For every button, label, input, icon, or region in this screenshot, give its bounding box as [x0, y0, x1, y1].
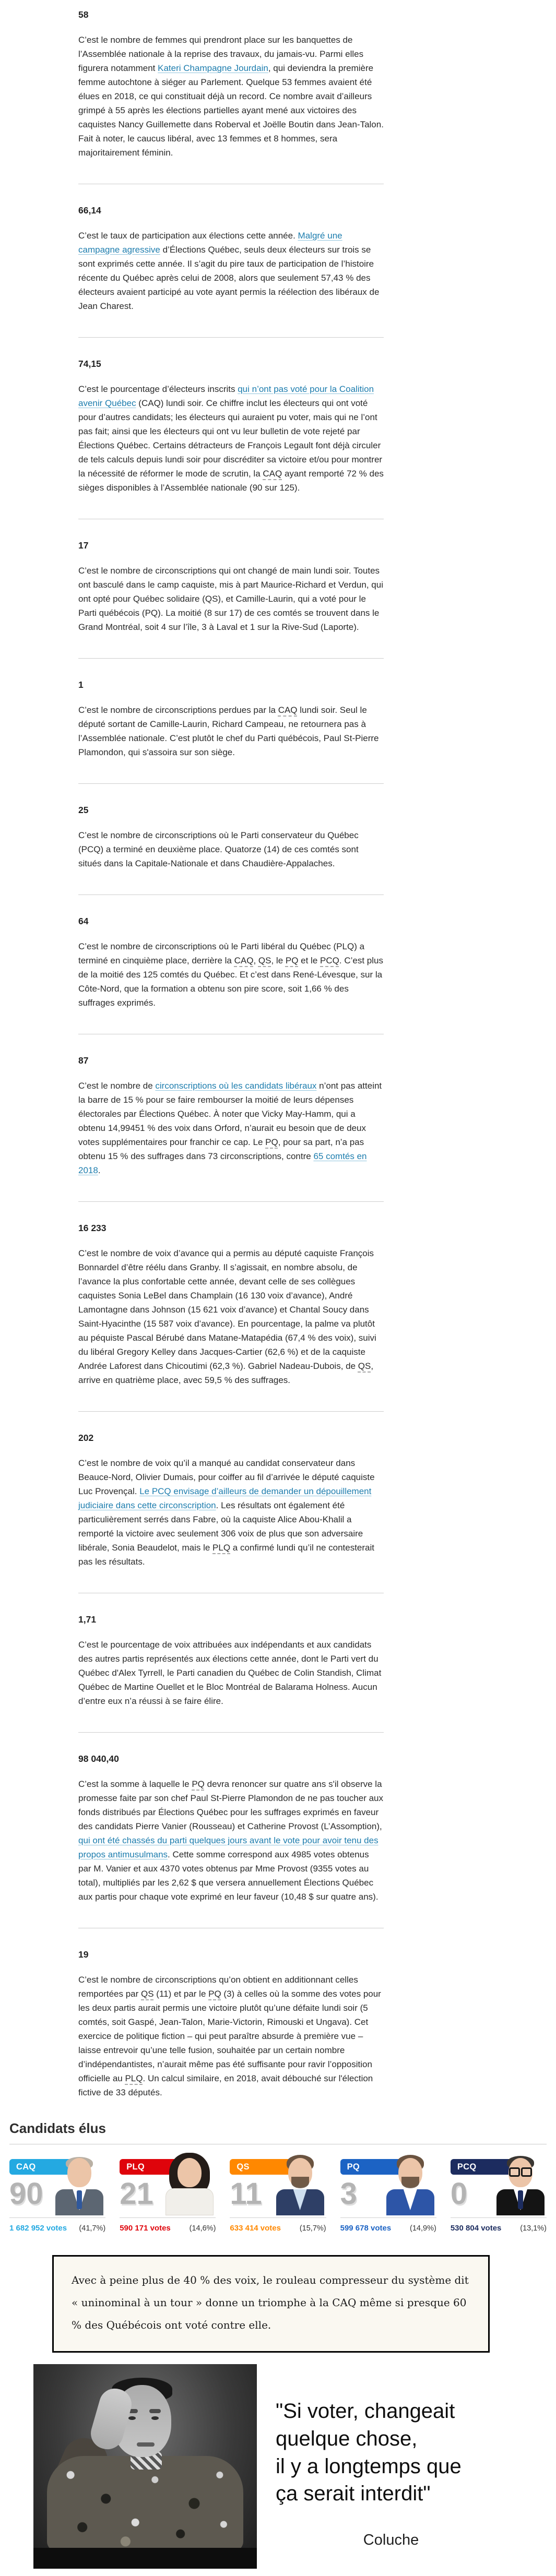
- paragraph-text: lundi soir. Seul le député sortant de Camille-Laurin, Richard Campeau, ne retournera pas à l’Assemblée nationale. C’est plutôt le chef du Parti québécois, Paul St-Pierre Plamondon, qui s'assoira sur son siège.: [78, 705, 379, 757]
- stat-paragraph: [78, 1246, 384, 1387]
- coluche-quote-text: [276, 2398, 511, 2508]
- article-sections: [78, 0, 384, 2100]
- paragraph-text: C’est le nombre de circonscriptions où le Parti libéral du Québec (PLQ) a terminé en cinquième place, derrière la: [78, 941, 365, 965]
- stat-paragraph: [78, 703, 384, 759]
- party-abbr-label: PLQ: [126, 2162, 145, 2172]
- party-abbreviation: QS: [141, 1989, 154, 1999]
- stat-section: [78, 540, 384, 659]
- party-abbreviation: PQ: [192, 1779, 205, 1789]
- party-abbreviation: CAQ: [263, 469, 282, 479]
- seats-count: 0: [450, 2177, 468, 2211]
- card-divider: [451, 2217, 547, 2218]
- paragraph-text: , pour sa part, n’a pas obtenu 15 % des suffrages dans 73 circonscriptions, contre: [78, 1137, 364, 1161]
- inline-link[interactable]: qui n’ont pas voté pour la Coalition avenir Québec: [78, 384, 374, 408]
- pull-quote-box: [52, 2255, 490, 2353]
- card-divider: [120, 2217, 216, 2218]
- stat-number: 74,15: [78, 359, 101, 369]
- party-card: [340, 2152, 436, 2239]
- party-card: [451, 2152, 547, 2239]
- paragraph-text: . Les résultats ont également été particulièrement serrés dans Fabre, où la caquiste Alice Abou-Khalil a remporté la victoire avec seulement 306 voix de plus que son adversaire libérale, Sonia Beaudelot, mais le: [78, 1500, 363, 1553]
- paragraph-text: (3) à celles où la somme des votes pour les deux partis aurait permis une victoire plutôt qu’une défaite lundi soir (5 comtés, soit Gaspé, Jean-Talon, Marie-Victorin, Rimouski et Ungava). Cet exercice de politique fiction – qui peut paraître absurde à première vue – laisse entrevoir qu’une telle fusion, souhaitée par un certain nombre d’indépendantistes, n’aurait même pas été suffisante pour ravir l’opposition officielle au: [78, 1989, 381, 2083]
- party-abbreviation: PLQ: [212, 1543, 231, 1553]
- votes-percentage: (15,7%): [299, 2224, 326, 2233]
- votes-percentage: (14,6%): [189, 2224, 216, 2233]
- paragraph-text: C’est le pourcentage d’électeurs inscrits: [78, 384, 238, 394]
- candidates-section: [0, 2120, 556, 2239]
- stat-number: 25: [78, 805, 89, 815]
- leader-tie: [77, 2190, 82, 2209]
- inline-link[interactable]: qui ont été chassés du parti quelques jours avant le vote pour avoir tenu des propos antimusulmans: [78, 1835, 378, 1859]
- inline-link[interactable]: Kateri Champagne Jourdain: [158, 63, 268, 73]
- paragraph-text: d’Élections Québec, seuls deux électeurs sur trois se sont exprimés cette année. Il s’agit du pire taux de participation de l’histoire récente du Québec après celui de 2008, alors que seulement 57,43 % des électeurs avaient participé au vote ayant permis la réélection des libéraux de Jean Charest.: [78, 245, 380, 311]
- stat-section: [78, 205, 384, 338]
- coluche-quote-line: "Si voter, changeait: [276, 2400, 455, 2423]
- party-card: [9, 2152, 105, 2239]
- section-divider: [78, 783, 384, 784]
- paragraph-text: , arrive en quatrième place, avec 59,5 % des suffrages.: [78, 1361, 374, 1385]
- seats-count: 11: [230, 2177, 262, 2211]
- votes-count: 590 171 votes: [120, 2224, 171, 2233]
- paragraph-text: C’est le nombre de femmes qui prendront place sur les banquettes de l’Assemblée nationale à la reprise des travaux, du jamais-vu. Parmi elles figurera notamment: [78, 35, 364, 73]
- stat-section: [78, 359, 384, 519]
- stat-paragraph: [78, 1456, 384, 1569]
- party-abbr-label: CAQ: [16, 2162, 36, 2172]
- stat-paragraph: [78, 564, 384, 634]
- stat-paragraph: [78, 33, 384, 160]
- paragraph-text: ayant remporté 72 % des sièges disponibles à l’Assemblée nationale (90 sur 125).: [78, 469, 384, 493]
- votes-row: [120, 2224, 216, 2233]
- stat-section: [78, 916, 384, 1034]
- party-leader-photo: [385, 2153, 435, 2215]
- party-abbreviation: CAQ: [278, 705, 298, 715]
- paragraph-text: , le: [271, 956, 286, 965]
- votes-count: 1 682 952 votes: [9, 2224, 67, 2233]
- stat-section: [78, 1949, 384, 2100]
- stat-number: 17: [78, 540, 89, 551]
- paragraph-text: C’est le nombre de voix qu’il a manqué au candidat conservateur dans Beauce-Nord, Olivier Dumais, pour coiffer au fil d’arrivée le député caquiste Luc Provençal.: [78, 1458, 375, 1496]
- card-divider: [230, 2217, 326, 2218]
- stat-number: 66,14: [78, 205, 101, 216]
- stat-number: 19: [78, 1949, 89, 1960]
- party-leader-photo: [164, 2153, 215, 2215]
- paragraph-text: , qui deviendra la première femme autochtone à siéger au Parlement. Quelque 53 femmes avaient été élues en 2018, ce qui constituait déjà un record. Ce nombre avait d’ailleurs grimpé à 55 après les élections partielles ayant mené aux victoires des caquistes Nancy Guillemette dans Roberval et Joëlle Boutin dans Jean-Talon. Fait à noter, le caucus libéral, avec 13 femmes et 8 hommes, sera majoritairement féminin.: [78, 63, 384, 158]
- paragraph-text: n’ont pas atteint la barre de 15 % pour se faire rembourser la moitié de leurs dépenses électorales par Élections Québec. À noter que Vicky May-Hamm, qui a obtenu 14,99451 % des voix dans Orford, n’aurait eu besoin que de deux votes supplémentaires pour franchir ce cap. Le: [78, 1081, 382, 1147]
- section-divider: [78, 1201, 384, 1202]
- stat-section: [78, 1055, 384, 1202]
- stat-number: 1: [78, 679, 84, 690]
- paragraph-text: C’est le taux de participation aux élections cette année.: [78, 231, 298, 241]
- inline-link[interactable]: circonscriptions où les candidats libéraux: [155, 1081, 317, 1091]
- party-card: [230, 2152, 326, 2239]
- coluche-quote-area: [257, 2364, 516, 2569]
- pull-quote-text: Avec à peine plus de 40 % des voix, le rouleau compresseur du système dit « uninominal à un tour » donne un triomphe à la CAQ même si presque 60 % des Québécois ont voté contre elle.: [72, 2274, 469, 2331]
- coluche-quote-line: quelque chose,: [276, 2427, 418, 2450]
- stat-section: [78, 1223, 384, 1412]
- leader-suit: [165, 2188, 214, 2215]
- votes-percentage: (41,7%): [79, 2224, 106, 2233]
- card-divider: [9, 2217, 105, 2218]
- stat-number: 64: [78, 916, 89, 926]
- party-leader-photo: [495, 2153, 546, 2215]
- leader-beard: [401, 2177, 419, 2188]
- paragraph-text: et le: [298, 956, 321, 965]
- party-abbr-label: PQ: [347, 2162, 360, 2172]
- stat-number: 98 040,40: [78, 1754, 119, 1764]
- votes-percentage: (14,9%): [410, 2224, 436, 2233]
- party-cards: [9, 2152, 547, 2239]
- stat-number: 16 233: [78, 1223, 107, 1233]
- coluche-caption: Coluche: [363, 2532, 419, 2548]
- stat-paragraph: [78, 229, 384, 313]
- votes-percentage: (13,1%): [520, 2224, 547, 2233]
- candidates-title: Candidats élus: [9, 2120, 106, 2136]
- seats-count: 90: [9, 2177, 43, 2211]
- votes-count: 599 678 votes: [340, 2224, 392, 2233]
- glasses-icon: [508, 2167, 533, 2175]
- paragraph-text: .: [98, 1165, 101, 1175]
- stat-paragraph: [78, 1638, 384, 1708]
- paragraph-text: . Un calcul similaire, en 2018, avait débouché sur l'élection fictive de 33 députés.: [78, 2073, 373, 2097]
- paragraph-text: C’est le pourcentage de voix attribuées aux indépendants et aux candidats des autres partis représentés aux élections cette année, dont le Parti vert du Québec d'Alex Tyrrell, le Parti canadien du Québec de Colin Standish, Climat Québec de Martine Ouellet et le Bloc Montréal de Balarama Holness. Aucun d’entre eux n’a réussi à se faire élire.: [78, 1640, 382, 1706]
- stat-section: [78, 1614, 384, 1733]
- paragraph-text: C’est le nombre de circonscriptions qui ont changé de main lundi soir. Toutes ont basculé dans le camp caquiste, mis à part Maurice-Richard et Verdun, qui ont opté pour Québec solidaire (QS), et Camille-Laurin, qui a voté pour le Parti québécois (PQ). La moitié (8 sur 17) de ces comtés se trouvent dans le Grand Montréal, soit 4 sur l’île, 3 à Laval et 1 sur la Rive-Sud (Laporte).: [78, 566, 383, 632]
- inline-link[interactable]: 65 comtés en 2018: [78, 1151, 367, 1175]
- party-abbreviation: PLQ: [125, 2073, 143, 2083]
- stat-paragraph: [78, 382, 384, 495]
- party-card: [120, 2152, 216, 2239]
- votes-row: [451, 2224, 547, 2233]
- leader-tie: [518, 2190, 523, 2209]
- coluche-eyebrow: [149, 2409, 161, 2413]
- inline-link[interactable]: Le PCQ envisage d’ailleurs de demander un dépouillement judiciaire dans cette circonscription: [78, 1486, 372, 1510]
- party-leader-photo: [275, 2153, 325, 2215]
- section-divider: [78, 1732, 384, 1733]
- paragraph-text: (CAQ) lundi soir. Ce chiffre inclut les électeurs qui ont voté pour d’autres candidats; les électeurs qui auraient pu voter, mais qui ne l’ont pas fait; ainsi que les électeurs qui ont vu leur bulletin de vote rejeté par Élections Québec. Certains détracteurs de François Legault font déjà circuler de tels calculs depuis lundi soir pour discréditer sa victoire et/ou pour montrer la nécessité de réformer le mode de scrutin, la: [78, 398, 383, 479]
- section-divider: [78, 1411, 384, 1412]
- party-abbreviation: PQ: [285, 956, 299, 965]
- coluche-eye: [128, 2416, 136, 2420]
- stat-paragraph: [78, 1079, 384, 1177]
- votes-row: [340, 2224, 436, 2233]
- stat-number: 202: [78, 1433, 94, 1443]
- section-divider: [78, 337, 384, 338]
- paragraph-text: C’est le nombre de circonscriptions qu’on obtient en additionnant celles remportées par: [78, 1975, 358, 1999]
- coluche-eye: [151, 2416, 159, 2420]
- votes-count: 530 804 votes: [450, 2224, 502, 2233]
- paragraph-text: (11) et par le: [153, 1989, 209, 1999]
- party-abbreviation: QS: [258, 956, 271, 965]
- paragraph-text: C’est le nombre de: [78, 1081, 156, 1091]
- stat-section: [78, 1433, 384, 1593]
- stat-number: 1,71: [78, 1614, 97, 1625]
- paragraph-text: C’est le nombre de circonscriptions où le Parti conservateur du Québec (PCQ) a terminé en deuxième place. Quatorze (14) de ces comtés sont situés dans la Capitale-Nationale et dans Chaudière-Appalaches.: [78, 830, 359, 868]
- paragraph-text: devra renoncer sur quatre ans s'il observe la promesse faite par son chef Paul St-Pierre Plamondon de ne pas toucher aux fonds distribués par Élections Québec pour les suffrages exprimés en faveur des candidats Pierre Vanier (Rousseau) et Catherine Provost (L’Assomption),: [78, 1779, 384, 1831]
- inline-link[interactable]: Malgré une campagne agressive: [78, 231, 342, 255]
- coluche-quote-line: ça serait interdit": [276, 2482, 431, 2506]
- leader-face: [178, 2158, 202, 2187]
- seats-count: 21: [120, 2177, 153, 2211]
- stat-section: [78, 9, 384, 184]
- stat-section: [78, 679, 384, 784]
- votes-row: [230, 2224, 326, 2233]
- votes-row: [9, 2224, 105, 2233]
- coluche-quote-line: il y a longtemps que: [276, 2454, 462, 2478]
- votes-count: 633 414 votes: [230, 2224, 281, 2233]
- party-abbreviation: PCQ: [320, 956, 339, 965]
- party-abbreviation: PQ: [265, 1137, 278, 1147]
- leader-face: [67, 2158, 91, 2187]
- paragraph-text: . Cette somme correspond aux 4985 votes obtenus par M. Vanier et aux 4370 votes obtenus par Mme Provost (9355 votes au total), multipliés par les 2,62 $ que versera annuellement Élections Québec aux partis pour chaque vote exprimé en leur faveur (10,48 $ sur quatre ans).: [78, 1850, 378, 1902]
- stat-section: [78, 1754, 384, 1928]
- coluche-shirt: [47, 2456, 243, 2551]
- section-divider: [78, 658, 384, 659]
- stat-number: 87: [78, 1055, 89, 1066]
- party-abbreviation: CAQ: [234, 956, 254, 965]
- stat-paragraph: [78, 828, 384, 870]
- party-abbr-label: PCQ: [457, 2162, 477, 2172]
- coluche-meme-image: [33, 2364, 516, 2569]
- party-leader-photo: [54, 2153, 104, 2215]
- stat-paragraph: [78, 1777, 384, 1904]
- stat-number: 58: [78, 9, 89, 20]
- stat-paragraph: [78, 939, 384, 1010]
- party-abbreviation: PQ: [208, 1989, 221, 1999]
- card-divider: [340, 2217, 436, 2218]
- coluche-photo: [33, 2364, 257, 2569]
- paragraph-text: C’est le nombre de circonscriptions perdues par la: [78, 705, 278, 715]
- paragraph-text: . C’est plus de la moitié des 125 comtés du Québec. Et c’est dans René-Lévesque, sur la Côte-Nord, que la formation a obtenu son pire score, soit 1,66 % des suffrages exprimés.: [78, 956, 383, 1008]
- seats-count: 3: [340, 2177, 357, 2211]
- stat-section: [78, 805, 384, 895]
- coluche-table: [33, 2548, 257, 2569]
- paragraph-text: C’est la somme à laquelle le: [78, 1779, 192, 1789]
- party-abbr-label: QS: [236, 2162, 250, 2172]
- leader-beard: [291, 2177, 309, 2188]
- paragraph-text: a confirmé lundi qu’il ne contesterait pas les résultats.: [78, 1543, 375, 1567]
- paragraph-text: C’est le nombre de voix d’avance qui a permis au député caquiste François Bonnardel d’être réélu dans Granby. Il s’agissait, en nombre absolu, de l’avance la plus confortable cette année, devant celle de ses collègues caquistes Sonia LeBel dans Champlain (16 130 voix d’avance), André Lamontagne dans Johnson (15 621 voix d’avance) et Chantal Soucy dans Saint-Hyacinthe (15 587 voix d’avance). En pourcentage, la palme va plutôt au péquiste Pascal Bérubé dans Matane-Matapédia (67,4 % des voix), suivi du libéral Gregory Kelley dans Jacques-Cartier (62,6 %) et de la caquiste Andrée Laforest dans Chicoutimi (62,3 %). Gabriel Nadeau-Dubois, de: [78, 1248, 376, 1371]
- coluche-mouth: [137, 2442, 155, 2447]
- stat-paragraph: [78, 1973, 384, 2100]
- party-abbreviation: QS: [358, 1361, 371, 1371]
- paragraph-text: ,: [253, 956, 258, 965]
